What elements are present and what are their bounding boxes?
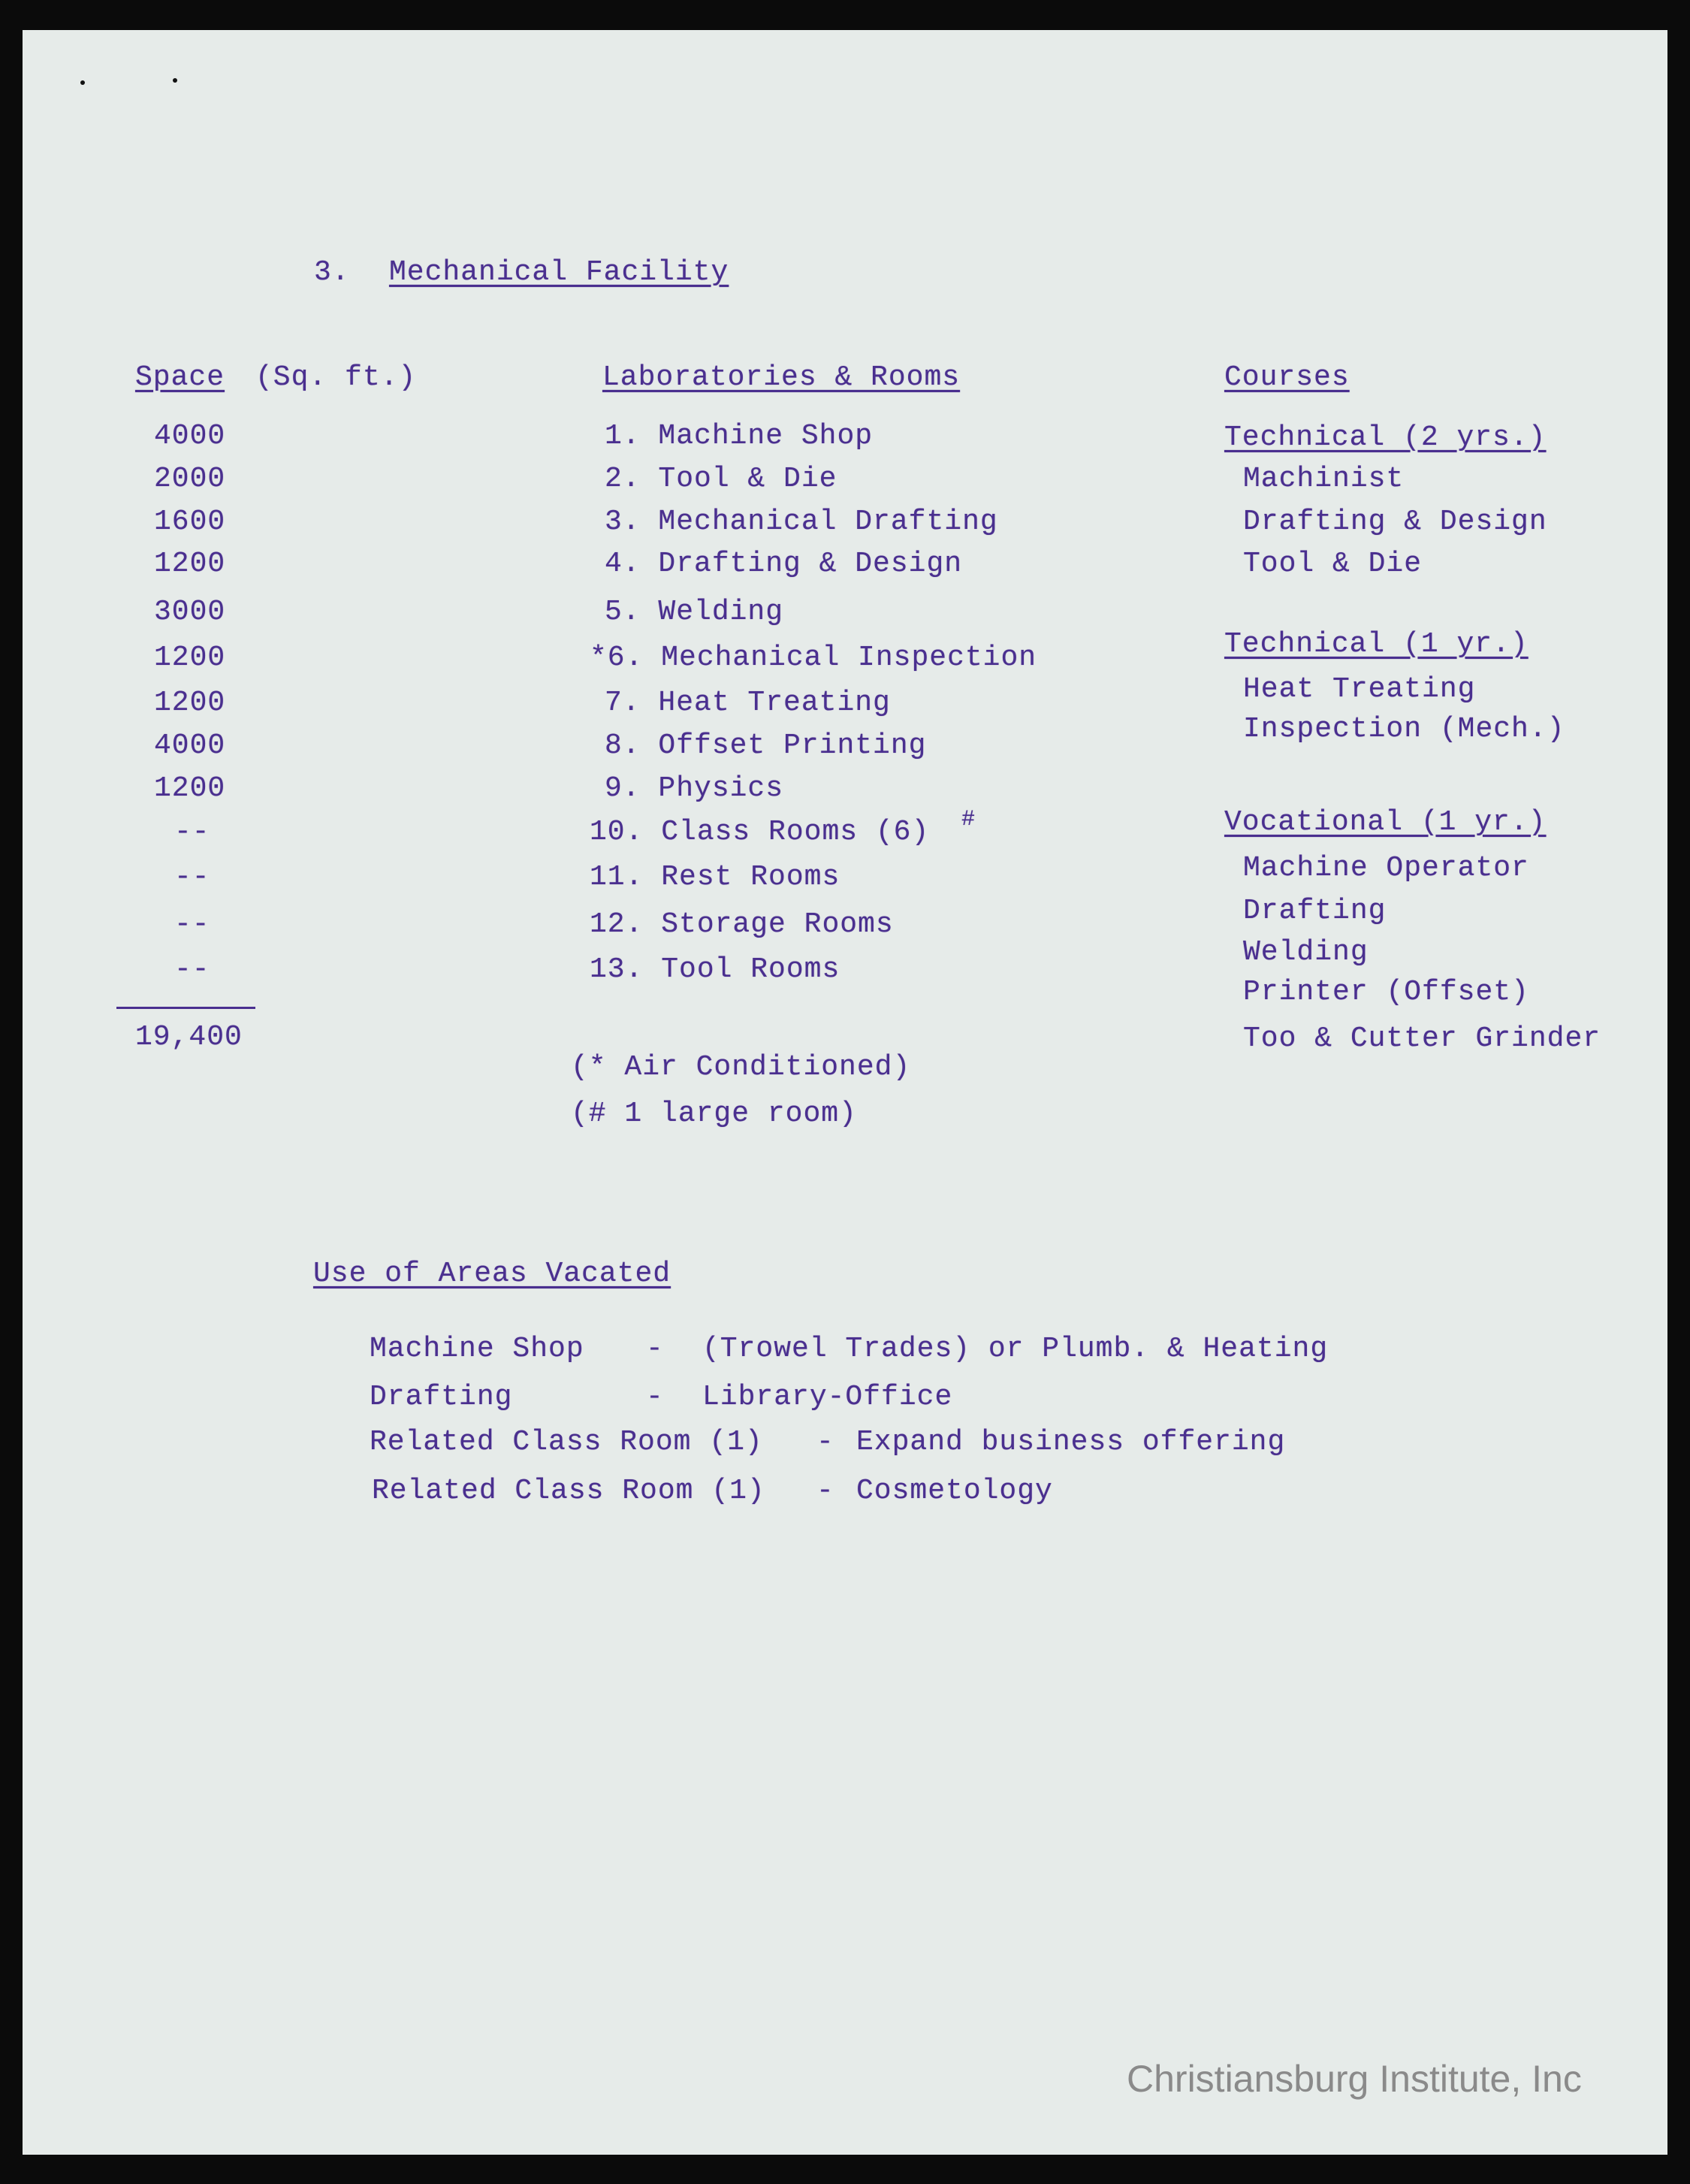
vacated-separator: - [646, 1333, 664, 1365]
lab-item: 4. Drafting & Design [605, 548, 963, 580]
lab-item: 7. Heat Treating [605, 687, 891, 719]
vacated-separator: - [816, 1426, 834, 1458]
space-total: 19,400 [135, 1021, 243, 1053]
course-item: Inspection (Mech.) [1243, 713, 1565, 745]
lab-item: 3. Mechanical Drafting [605, 506, 998, 538]
course-item: Welding [1243, 936, 1369, 968]
vacated-right: (Trowel Trades) or Plumb. & Heating [702, 1333, 1329, 1365]
course-item: Heat Treating [1243, 673, 1476, 705]
vacated-right: Cosmetology [856, 1475, 1053, 1507]
note-air-conditioned: (* Air Conditioned) [571, 1051, 911, 1083]
section-number: 3. [314, 256, 350, 288]
space-value: 1200 [154, 772, 226, 805]
vacated-separator: - [646, 1381, 664, 1413]
space-value: 2000 [154, 463, 226, 495]
space-value: -- [174, 953, 210, 986]
vacated-separator: - [816, 1475, 834, 1507]
course-item: Printer (Offset) [1243, 976, 1529, 1008]
space-value: 4000 [154, 730, 226, 762]
course-heading-technical-2: Technical (2 yrs.) [1224, 421, 1547, 454]
document-page [23, 30, 1667, 2155]
space-value: -- [174, 908, 210, 941]
lab-item: 5. Welding [605, 596, 784, 628]
space-value: -- [174, 816, 210, 848]
course-heading-vocational-1: Vocational (1 yr.) [1224, 806, 1547, 838]
total-rule [116, 1007, 255, 1009]
space-value: 3000 [154, 596, 226, 628]
lab-item: *6. Mechanical Inspection [590, 642, 1037, 674]
lab-superscript: # [961, 807, 976, 832]
watermark-text: Christiansburg Institute, Inc [1127, 2058, 1582, 2100]
vacated-left: Related Class Room (1) [372, 1475, 765, 1507]
vacated-left: Related Class Room (1) [370, 1426, 763, 1458]
courses-header: Courses [1224, 361, 1350, 394]
lab-item: 1. Machine Shop [605, 420, 874, 452]
course-item: Too & Cutter Grinder [1243, 1023, 1601, 1055]
note-large-room: (# 1 large room) [571, 1098, 857, 1130]
course-heading-technical-1: Technical (1 yr.) [1224, 628, 1529, 660]
section-title: Mechanical Facility [389, 256, 729, 288]
lab-item: 13. Tool Rooms [590, 953, 840, 986]
space-unit-label: (Sq. ft.) [255, 361, 417, 394]
space-header: Space [135, 361, 225, 394]
course-item: Tool & Die [1243, 548, 1423, 580]
course-item: Machinist [1243, 463, 1405, 495]
lab-item: 9. Physics [605, 772, 784, 805]
vacated-left: Drafting [370, 1381, 513, 1413]
space-value: 1600 [154, 506, 226, 538]
vacated-heading: Use of Areas Vacated [313, 1258, 671, 1290]
lab-item: 10. Class Rooms (6) [590, 816, 930, 848]
space-value: 1200 [154, 687, 226, 719]
space-value: 1200 [154, 642, 226, 674]
course-item: Drafting [1243, 895, 1387, 927]
lab-item: 11. Rest Rooms [590, 861, 840, 893]
stray-mark-dot [173, 78, 177, 83]
stray-mark-dot [80, 80, 85, 85]
labs-header: Laboratories & Rooms [602, 361, 961, 394]
lab-item: 12. Storage Rooms [590, 908, 894, 941]
vacated-left: Machine Shop [370, 1333, 584, 1365]
course-item: Drafting & Design [1243, 506, 1547, 538]
space-value: -- [174, 861, 210, 893]
vacated-right: Library-Office [702, 1381, 953, 1413]
lab-item: 2. Tool & Die [605, 463, 837, 495]
lab-item: 8. Offset Printing [605, 730, 927, 762]
space-value: 1200 [154, 548, 226, 580]
course-item: Machine Operator [1243, 852, 1529, 884]
vacated-right: Expand business offering [856, 1426, 1286, 1458]
space-value: 4000 [154, 420, 226, 452]
